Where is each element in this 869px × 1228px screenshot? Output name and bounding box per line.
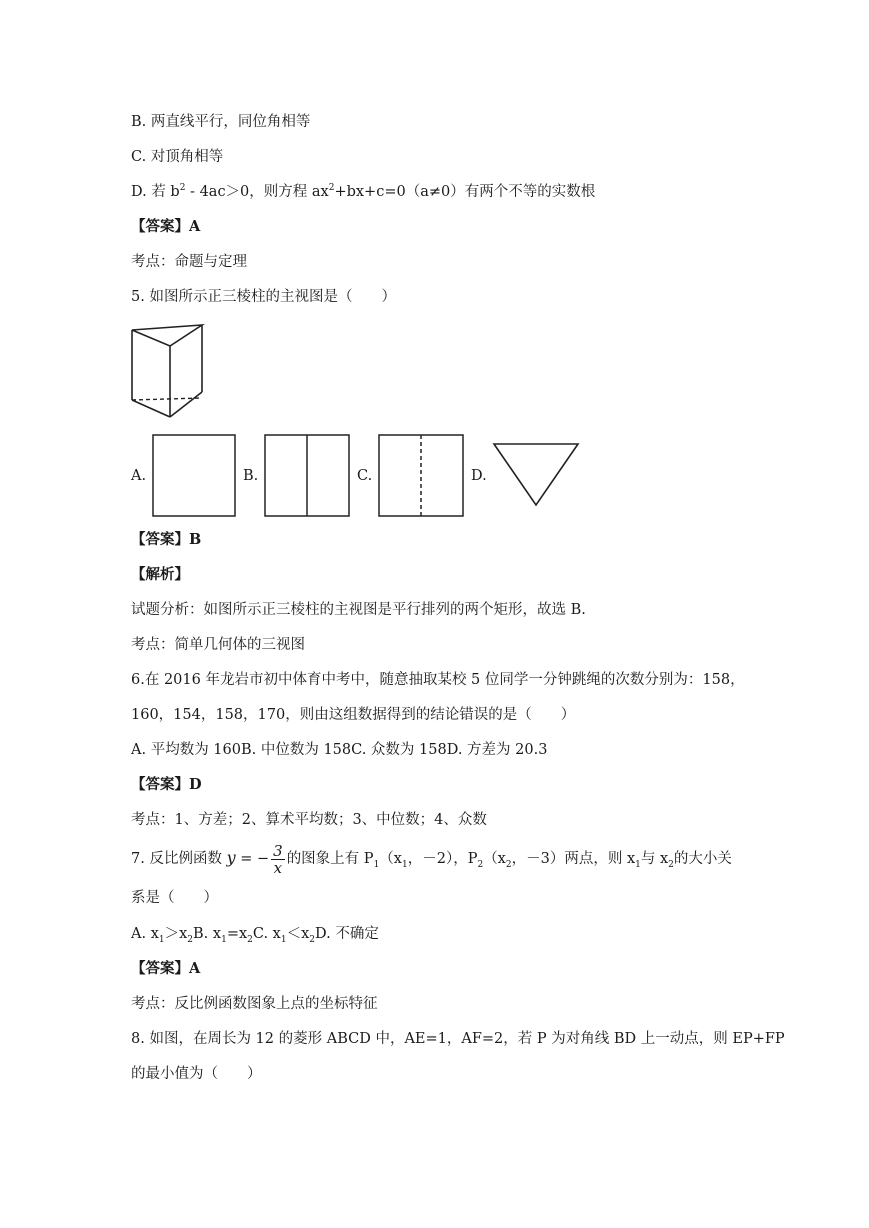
question-8-line1: 8. 如图，在周长为 12 的菱形 ABCD 中，AE=1，AF=2，若 P 为对角线 BD 上一动点，则 EP+FP — [131, 1031, 785, 1047]
option-c-figure — [378, 434, 466, 518]
fraction: $\frac{3}{x}$ — [273, 841, 283, 877]
question-7-options: A. $x_1>x_2B$. $x_1=x_2C$. $x_1<x_2D$. 不确定 — [131, 926, 379, 945]
option-b-figure — [264, 434, 352, 518]
option-a-label: A. — [131, 468, 147, 484]
kaodian-7: 考点：反比例函数图象上点的坐标特征 — [131, 996, 378, 1012]
option-a-figure — [152, 434, 238, 518]
option-c-statement: C. 对顶角相等 — [131, 149, 224, 165]
analysis-text: 试题分析：如图所示正三棱柱的主视图是平行排列的两个矩形，故选 B. — [131, 602, 586, 618]
option-c-label: C. — [357, 468, 373, 484]
answer-5: 【答案】B — [131, 531, 202, 548]
option-d-figure — [492, 441, 582, 509]
question-6-options: A. 平均数为 160B. 中位数为 158C. 众数为 158D. 方差为 20.3 — [131, 742, 548, 758]
question-5: 5. 如图所示正三棱柱的主视图是（ ） — [131, 289, 396, 305]
option-d-label: D. — [471, 468, 487, 484]
analysis-heading: 【解析】 — [131, 566, 189, 583]
question-7-line1: 7. 反比例函数 y = − $\frac{3}{x}$ 的图象上有 $P_1(x_1$，－2），$P_2(x_2$，－3）两点，则 $x_1$与 $x_2$的大小关 — [131, 841, 732, 877]
option-d-statement: D. 若 $b^2 - 4ac>0$，则方程 $ax^2+bx+c=0(a\ne 0)$有两个不等的实数根 — [131, 183, 596, 200]
kaodian-6: 考点：1、方差；2、算术平均数；3、中位数；4、众数 — [131, 812, 487, 828]
kaodian-5: 考点：简单几何体的三视图 — [131, 637, 305, 653]
question-7-line2: 系是（ ） — [131, 890, 218, 906]
answer-7: 【答案】A — [131, 960, 201, 977]
answer-6: 【答案】D — [131, 776, 202, 793]
question-6-line1: 6.在 2016 年龙岩市初中体育中考中，随意抽取某校 5 位同学一分钟跳绳的次数分别为：158， — [131, 672, 745, 688]
answer-4: 【答案】A — [131, 218, 201, 235]
option-b-label: B. — [243, 468, 259, 484]
kaodian-4: 考点：命题与定理 — [131, 254, 247, 270]
triangular-prism-figure — [128, 322, 208, 422]
question-8-line2: 的最小值为（ ） — [131, 1066, 262, 1082]
option-b-statement: B. 两直线平行，同位角相等 — [131, 114, 311, 130]
question-6-line2: 160，154，158，170，则由这组数据得到的结论错误的是（ ） — [131, 707, 576, 723]
